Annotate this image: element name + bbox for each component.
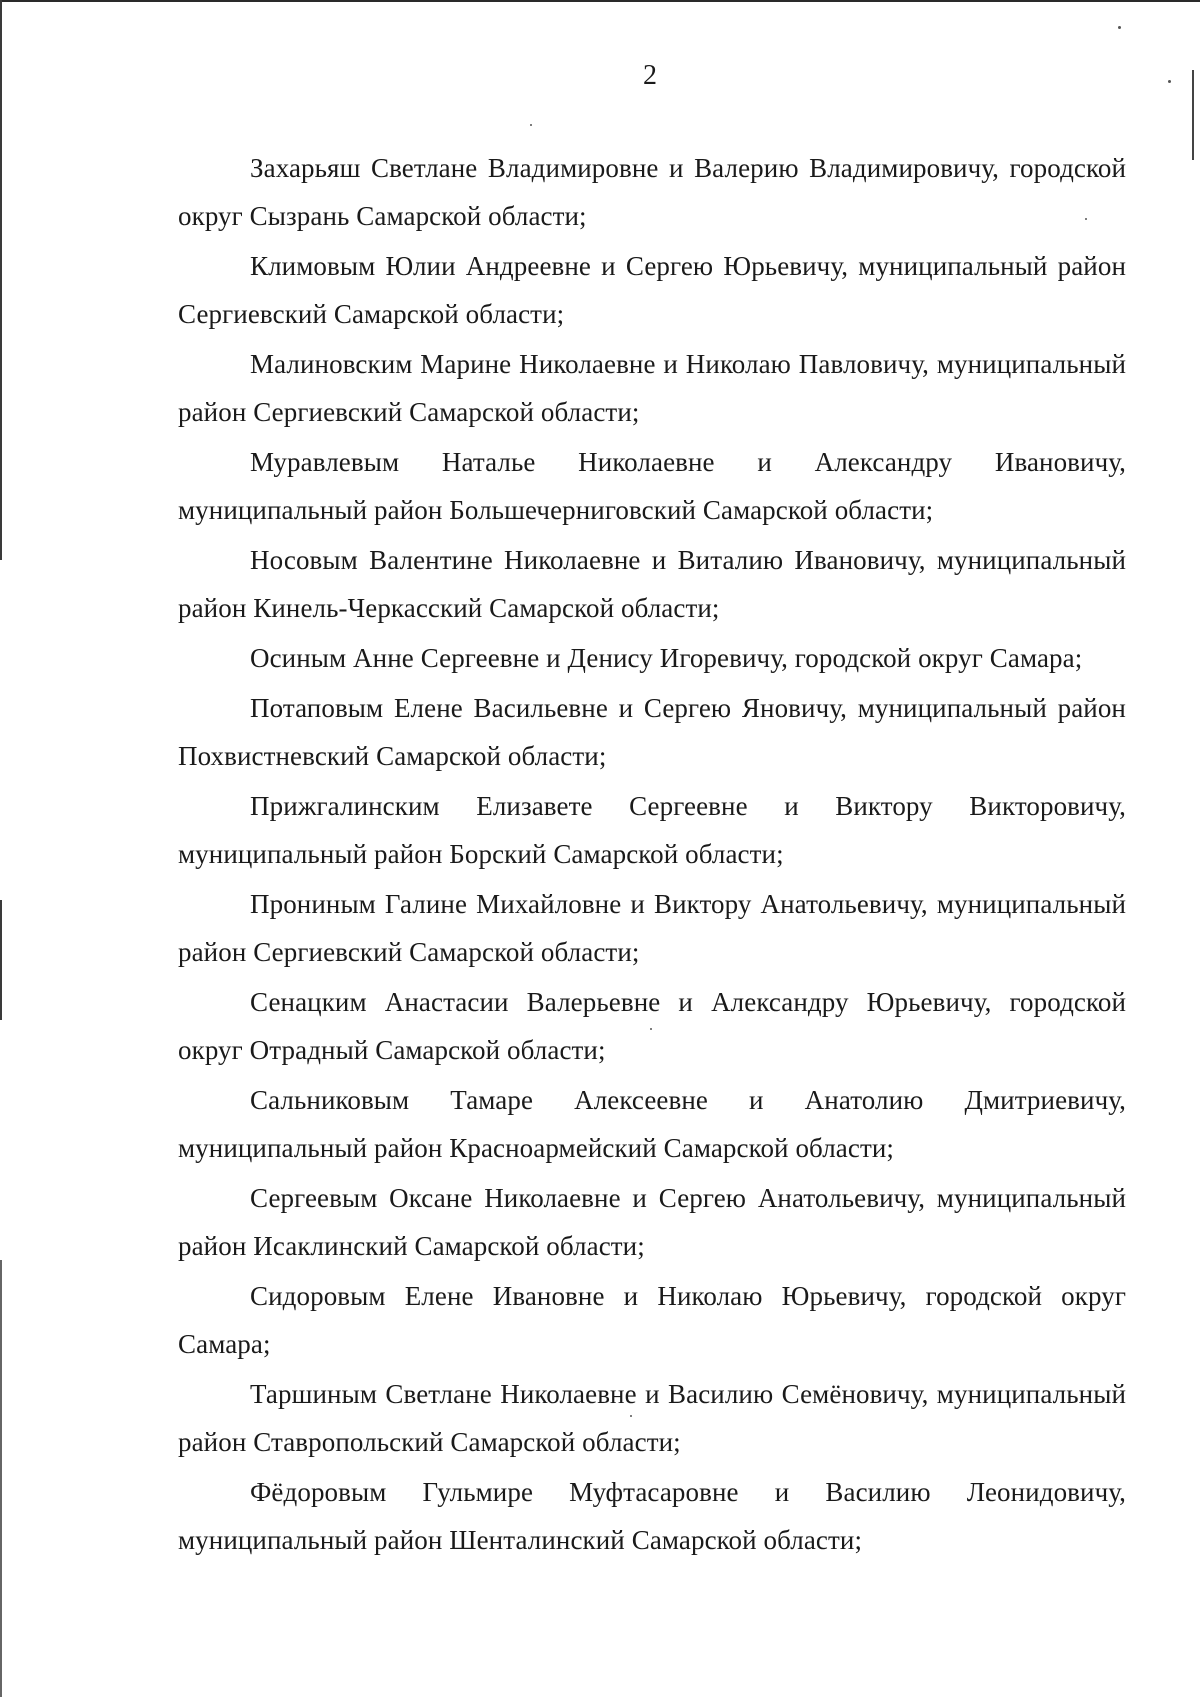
scan-edge-left [0,1260,2,1697]
list-item: Потаповым Елене Васильевне и Сергею Яновичу, муниципальный район Похвистневский Самарской области; [178,693,1126,771]
list-item: Прижгалинским Елизавете Сергеевне и Виктору Викторовичу, муниципальный район Борский Самарской области; [178,791,1126,869]
list-item: Прониным Галине Михайловне и Виктору Анатольевичу, муниципальный район Сергиевский Самарской области; [178,889,1126,967]
page-number: 2 [643,60,657,91]
list-item: Носовым Валентине Николаевне и Виталию Ивановичу, муниципальный район Кинель-Черкасский Самарской области; [178,545,1126,623]
list-item: Сидоровым Елене Ивановне и Николаю Юрьевичу, городской округ Самара; [178,1281,1126,1359]
list-item: Малиновским Марине Николаевне и Николаю Павловичу, муниципальный район Сергиевский Самарской области; [178,349,1126,427]
list-item: Захарьяш Светлане Владимировне и Валерию Владимировичу, городской округ Сызрань Самарской области; [178,153,1126,231]
list-item: Климовым Юлии Андреевне и Сергею Юрьевичу, муниципальный район Сергиевский Самарской области; [178,251,1126,329]
scan-speck [530,124,532,126]
list-item: Осиным Анне Сергеевне и Денису Игоревичу, городской округ Самара; [250,643,1083,673]
list-item: Муравлевым Наталье Николаевне и Александру Ивановичу, муниципальный район Большечерниговский Самарской области; [178,447,1126,525]
scan-edge-left [0,900,2,1020]
list-item: Таршиным Светлане Николаевне и Василию Семёновичу, муниципальный район Ставропольский Самарской области; [178,1379,1126,1457]
document-body [178,144,1126,1566]
scan-edge-top [0,0,1200,2]
scan-speck [1118,26,1121,29]
list-item: Фёдоровым Гульмире Муфтасаровне и Василию Леонидовичу, муниципальный район Шенталинский Самарской области; [178,1477,1126,1555]
list-item: Сальниковым Тамаре Алексеевне и Анатолию Дмитриевичу, муниципальный район Красноармейский Самарской области; [178,1085,1126,1163]
list-item: Сергеевым Оксане Николаевне и Сергею Анатольевичу, муниципальный район Исаклинский Самарской области; [178,1183,1126,1261]
list-item: Сенацким Анастасии Валерьевне и Александру Юрьевичу, городской округ Отрадный Самарской области; [178,987,1126,1065]
